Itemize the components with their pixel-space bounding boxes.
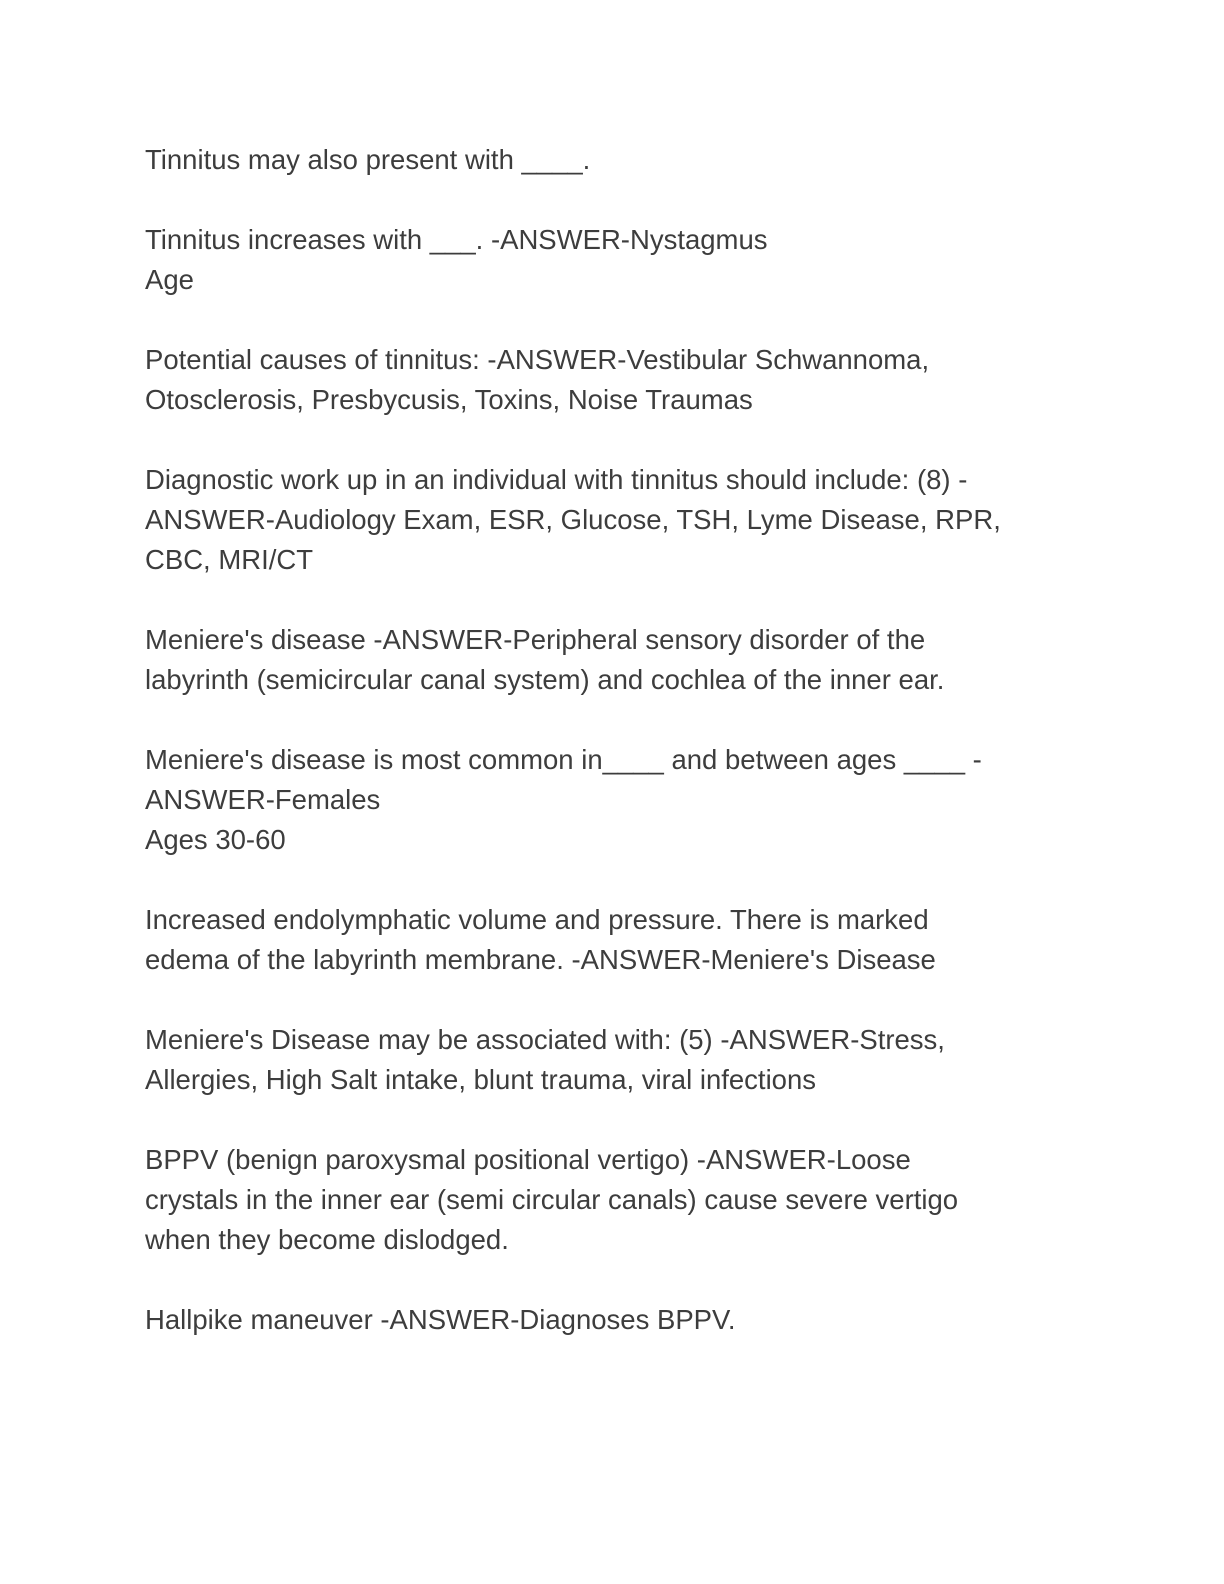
- text-line: Hallpike maneuver -ANSWER-Diagnoses BPPV.: [145, 1304, 736, 1335]
- text-line: when they become dislodged.: [145, 1224, 509, 1255]
- text-line: BPPV (benign paroxysmal positional vertigo) -ANSWER-Loose: [145, 1144, 911, 1175]
- qa-paragraph: [145, 460, 1094, 580]
- qa-paragraph: [145, 340, 1094, 420]
- text-line: ANSWER-Audiology Exam, ESR, Glucose, TSH, Lyme Disease, RPR,: [145, 504, 1001, 535]
- text-line: labyrinth (semicircular canal system) and cochlea of the inner ear.: [145, 664, 945, 695]
- text-line: Potential causes of tinnitus: -ANSWER-Vestibular Schwannoma,: [145, 344, 930, 375]
- qa-paragraph: [145, 740, 1094, 860]
- text-line: Increased endolymphatic volume and pressure. There is marked: [145, 904, 929, 935]
- text-line: Meniere's disease is most common in____ and between ages ____ -: [145, 744, 982, 775]
- qa-paragraph: [145, 900, 1094, 980]
- text-line: CBC, MRI/CT: [145, 544, 314, 575]
- text-line: Tinnitus may also present with ____.: [145, 144, 591, 175]
- qa-paragraph: [145, 1140, 1094, 1260]
- text-line: Age: [145, 264, 194, 295]
- qa-paragraph: [145, 620, 1094, 700]
- text-line: Allergies, High Salt intake, blunt trauma, viral infections: [145, 1064, 817, 1095]
- text-line: edema of the labyrinth membrane. -ANSWER-Meniere's Disease: [145, 944, 936, 975]
- document-body: [145, 140, 1094, 1340]
- text-line: Otosclerosis, Presbycusis, Toxins, Noise Traumas: [145, 384, 753, 415]
- qa-paragraph: [145, 220, 1094, 300]
- text-line: Ages 30-60: [145, 824, 286, 855]
- text-line: Meniere's Disease may be associated with: (5) -ANSWER-Stress,: [145, 1024, 945, 1055]
- text-line: crystals in the inner ear (semi circular canals) cause severe vertigo: [145, 1184, 959, 1215]
- qa-paragraph: [145, 1020, 1094, 1100]
- text-line: Diagnostic work up in an individual with tinnitus should include: (8) -: [145, 464, 968, 495]
- qa-paragraph: [145, 1300, 1094, 1340]
- text-line: Tinnitus increases with ___. -ANSWER-Nystagmus: [145, 224, 768, 255]
- text-line: ANSWER-Females: [145, 784, 381, 815]
- text-line: Meniere's disease -ANSWER-Peripheral sensory disorder of the: [145, 624, 926, 655]
- qa-paragraph: [145, 140, 1094, 180]
